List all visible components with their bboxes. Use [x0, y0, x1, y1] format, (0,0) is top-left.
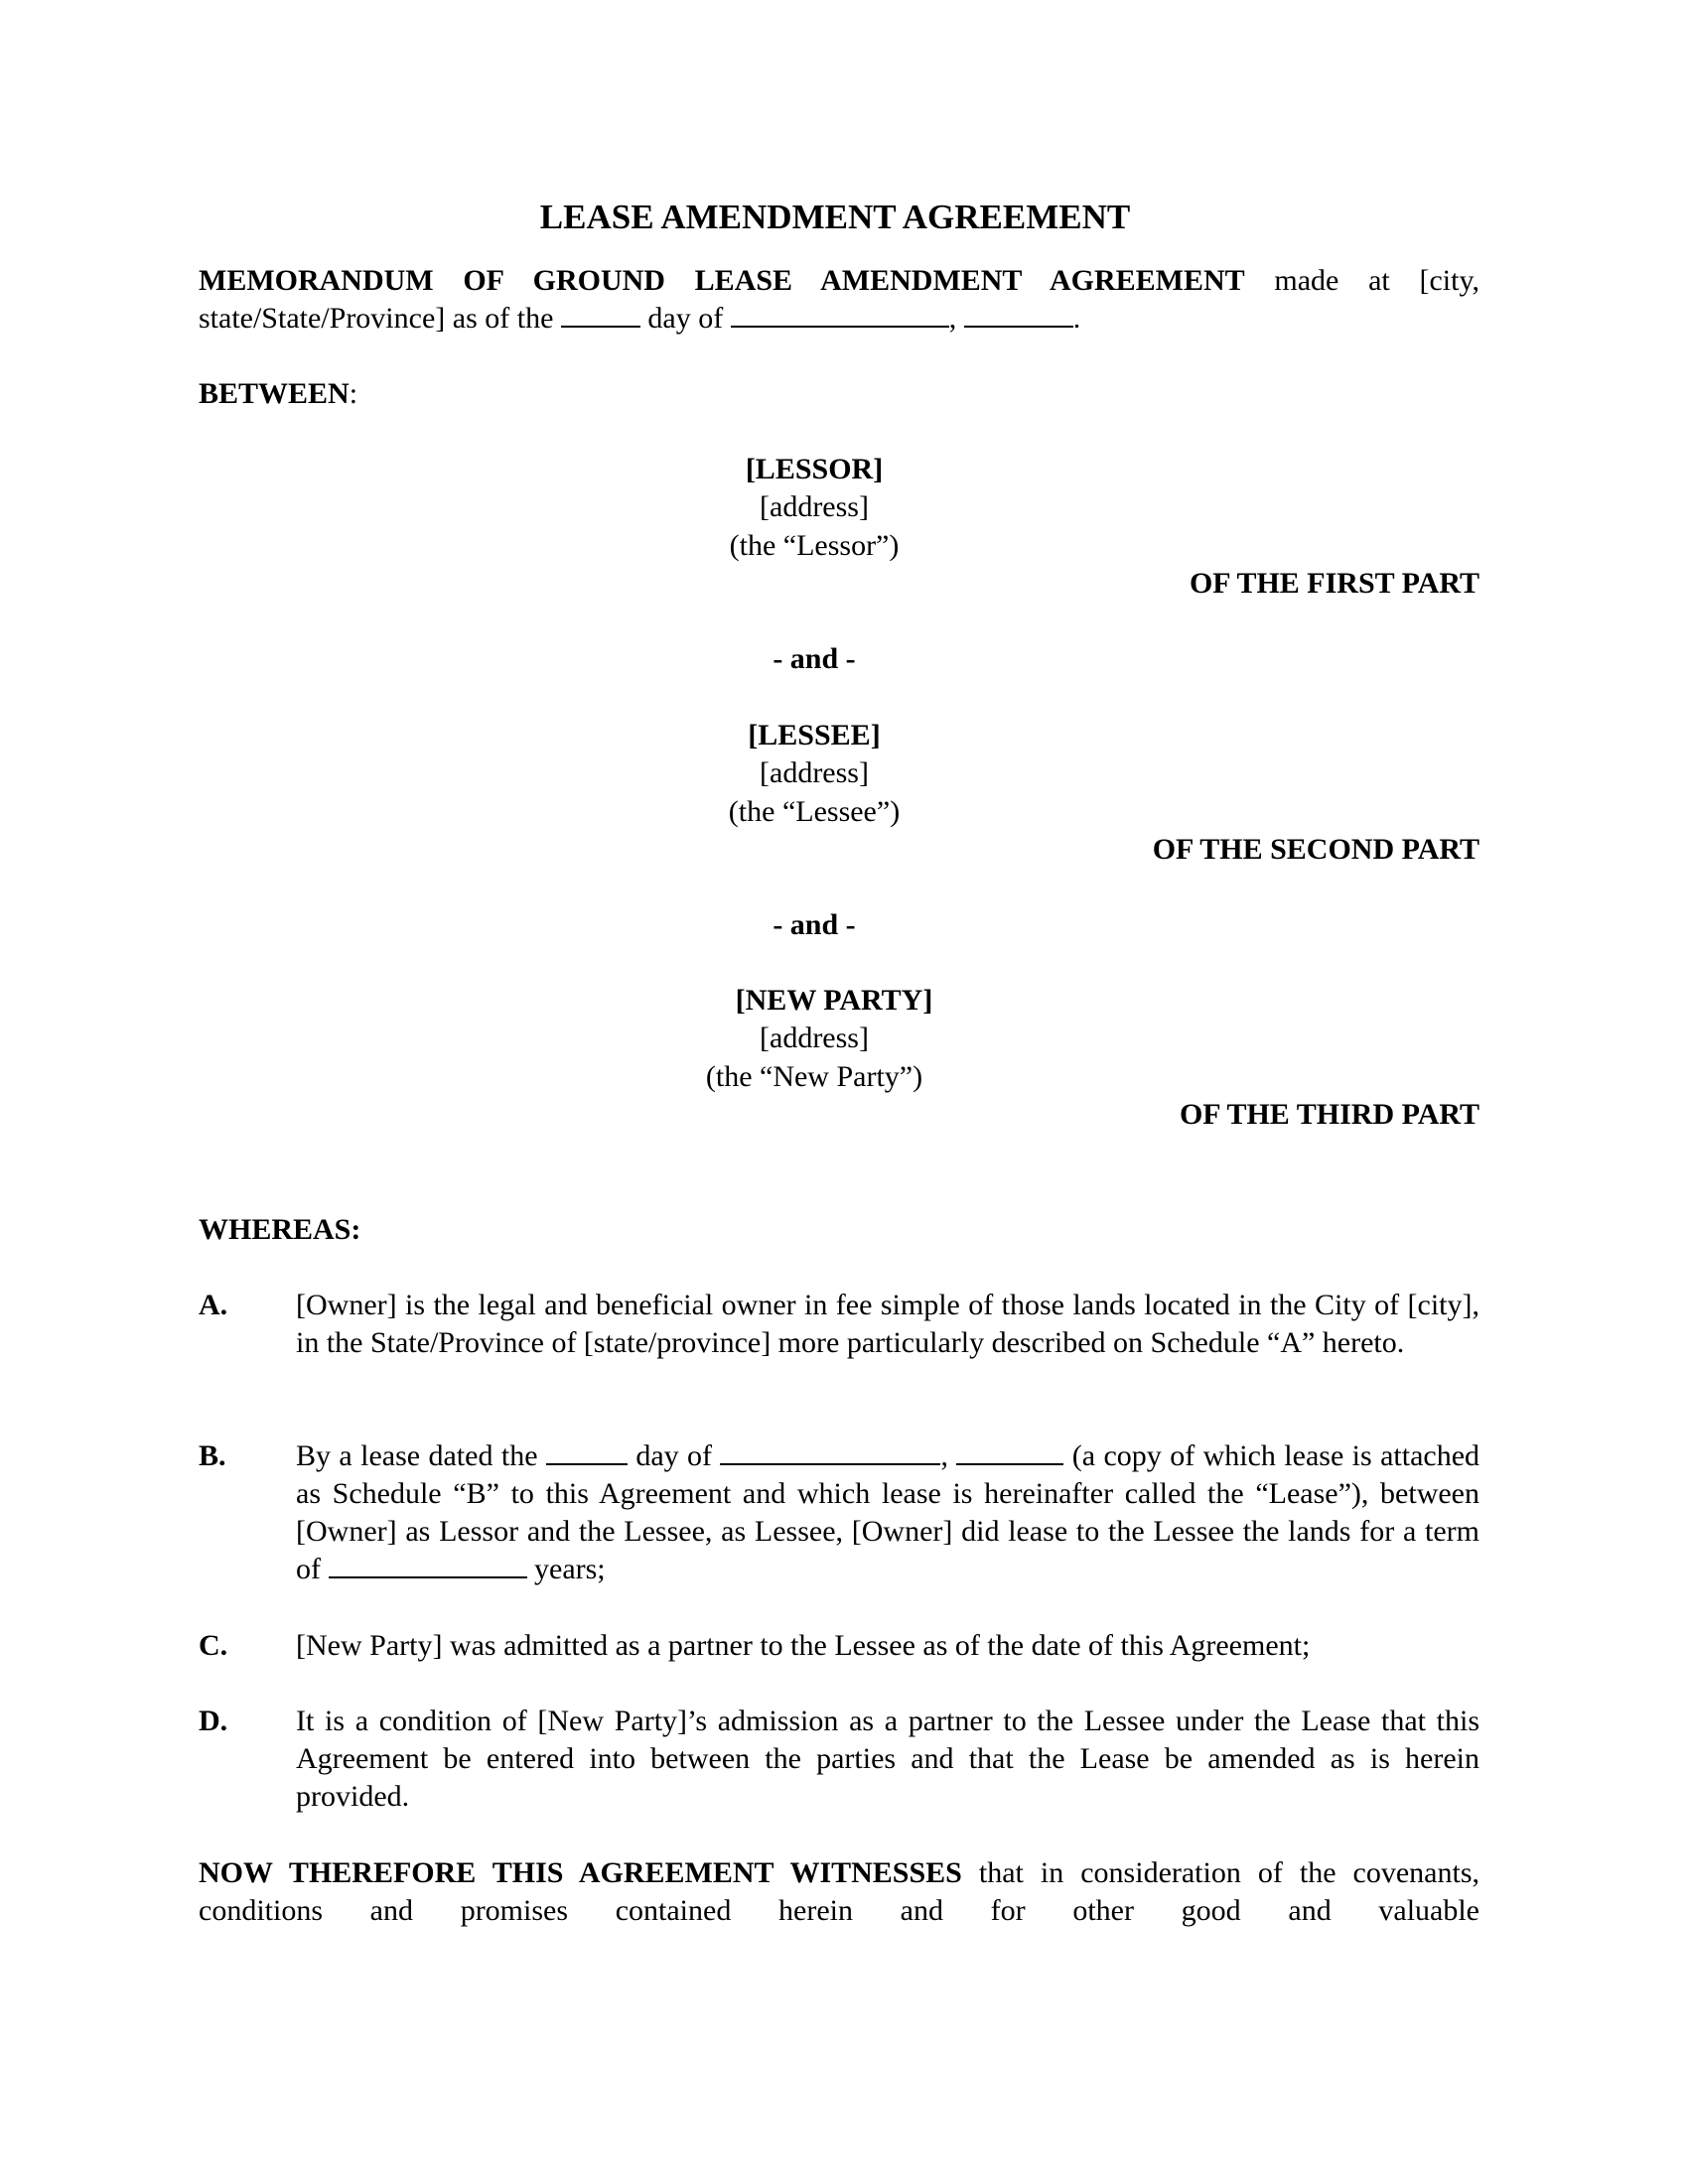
- and-separator-2: - and -: [773, 908, 856, 941]
- day-blank: [561, 302, 640, 328]
- party-2-alias: (the “Lessee”): [728, 795, 901, 828]
- between-label: BETWEEN: [199, 377, 350, 410]
- page-title: LEASE AMENDMENT AGREEMENT: [539, 198, 1131, 236]
- memorandum-text-2: state/State/Province] as of the: [199, 302, 554, 335]
- recital-b-text: [296, 1437, 1479, 1588]
- party-1-address: [address]: [760, 490, 869, 523]
- recital-c-text: [New Party] was admitted as a partner to the Lessee as of the date of this Agreement;: [296, 1629, 1311, 1662]
- recital-c-label: C.: [199, 1629, 228, 1662]
- memorandum-text-3: day of: [647, 302, 724, 335]
- memorandum-line-2: [199, 300, 1080, 338]
- party-3-name: [NEW PARTY]: [735, 984, 933, 1017]
- month-blank: [731, 302, 949, 328]
- and-separator-1: - and -: [773, 642, 856, 675]
- recital-a-label: A.: [199, 1289, 228, 1321]
- memorandum-line-1: [199, 262, 1479, 300]
- recital-a-text: [Owner] is the legal and beneficial owner in fee simple of those lands located in the City of [city], in the State/Province of [state/province] more particularly described on Schedule “A” hereto.: [296, 1289, 1479, 1359]
- recital-b-text-3: ,: [940, 1439, 948, 1472]
- memorandum-text-5: .: [1072, 302, 1081, 335]
- lease-day-blank: [546, 1439, 628, 1465]
- party-3-alias: (the “New Party”): [705, 1060, 923, 1093]
- party-1-part: OF THE FIRST PART: [1189, 567, 1479, 600]
- memorandum-text-4: ,: [948, 302, 957, 335]
- recital-b-text-2: day of: [635, 1439, 713, 1472]
- year-blank: [964, 302, 1073, 328]
- memorandum-bold: MEMORANDUM OF GROUND LEASE AMENDMENT AGREEMENT: [199, 264, 1245, 297]
- party-3-part: OF THE THIRD PART: [1179, 1098, 1479, 1131]
- lease-month-blank: [720, 1439, 940, 1465]
- now-therefore-paragraph: [199, 1854, 1479, 1930]
- whereas-heading: WHEREAS:: [199, 1213, 361, 1246]
- lease-year-blank: [956, 1439, 1063, 1465]
- party-2-part: OF THE SECOND PART: [1152, 833, 1479, 866]
- recital-b-text-4: (a copy of which lease is attached as Schedule “B” to this Agreement and which lease is hereinafter called the “Lease”), between [Owner] as Lessor and the Lessee, as Lessee, [Owner] did lease to the Lessee the lands for a term of: [296, 1439, 1480, 1585]
- recital-b-text-1: By a lease dated the: [296, 1439, 538, 1472]
- party-3-address: [address]: [760, 1022, 869, 1054]
- recital-b-label: B.: [199, 1439, 226, 1472]
- between-heading: [199, 375, 357, 413]
- recital-d-label: D.: [199, 1705, 228, 1737]
- party-1-alias: (the “Lessor”): [729, 529, 900, 562]
- recital-d-text: It is a condition of [New Party]’s admission as a partner to the Lessee under the Lease that this Agreement be entered into between the parties and that the Lease be amended as is herein provided.: [296, 1705, 1479, 1813]
- recital-b-text-5: years;: [534, 1553, 606, 1585]
- party-2-name: [LESSEE]: [748, 719, 881, 751]
- lease-term-blank: [329, 1553, 527, 1578]
- between-colon: :: [349, 377, 358, 410]
- now-therefore-bold: NOW THEREFORE THIS AGREEMENT WITNESSES: [199, 1856, 962, 1889]
- party-1-name: [LESSOR]: [745, 453, 884, 485]
- now-therefore-text: that in consideration of the covenants, conditions and promises contained herein and for other good and valuable: [199, 1856, 1479, 1927]
- party-2-address: [address]: [760, 756, 869, 789]
- memorandum-text-1: made at [city,: [1274, 264, 1480, 297]
